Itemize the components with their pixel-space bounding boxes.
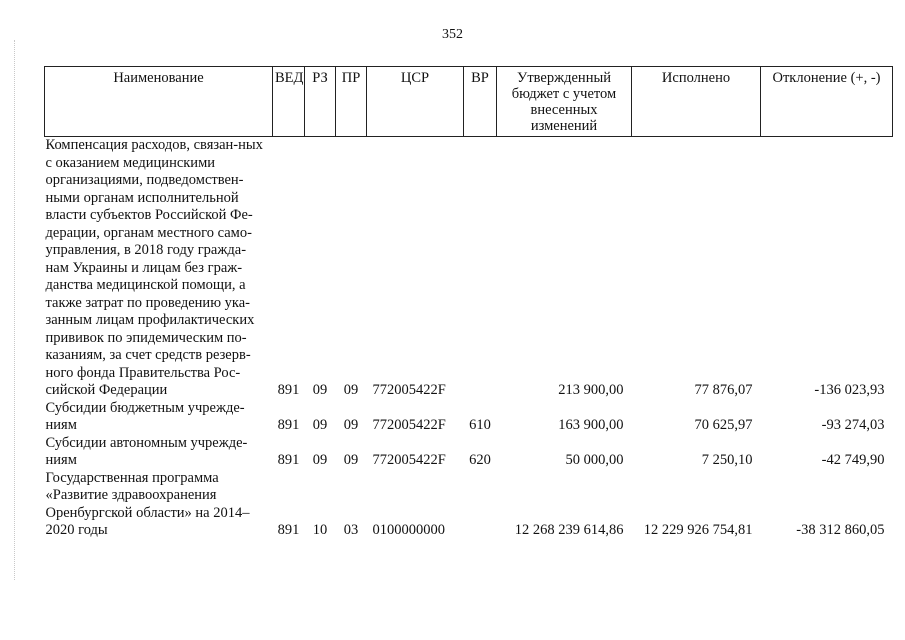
row-deviation: -93 274,03: [821, 417, 885, 433]
row-pr: 09: [343, 417, 359, 433]
row-deviation: -42 749,90: [821, 452, 885, 468]
header-deviation: Отклонение (+, -): [761, 67, 893, 137]
row-name: Компенсация расходов, связан-ных с оказанием медицинскими организациями, подведомствен-ными органам исполнительной власти субъектов Российской Фе-дерации, органам местного само-управления, в 2018 году гражда-нам Украины и лицам без граж-данства медицинской помощи, а также затрат по проведению ука-занным лицам профилактических прививок по эпидемическим по-казаниям, за счет средств резерв-ного фонда Правительства Рос-сийской Федерации: [45, 137, 263, 398]
table-header: [45, 67, 893, 137]
header-pr: ПР: [336, 67, 367, 137]
row-csr: 772005422F: [372, 417, 446, 433]
row-csr: 0100000000: [372, 522, 445, 538]
scan-edge-line: [14, 40, 16, 580]
budget-table: [44, 66, 893, 540]
row-ved: 891: [277, 417, 300, 433]
row-rz: 10: [312, 522, 328, 538]
header-name: Наименование: [45, 67, 273, 137]
row-ved: 891: [277, 382, 300, 398]
row-rz: 09: [312, 452, 328, 468]
header-executed: Исполнено: [632, 67, 761, 137]
row-name: Субсидии автономным учрежде-ниям: [45, 434, 248, 468]
table-row: [45, 137, 893, 400]
row-executed: 7 250,10: [701, 452, 753, 468]
row-executed: 12 229 926 754,81: [643, 522, 753, 538]
header-vr: ВР: [464, 67, 497, 137]
header-ved: ВЕД: [273, 67, 305, 137]
row-vr: 620: [469, 452, 491, 468]
header-rz: РЗ: [305, 67, 336, 137]
header-row: [45, 67, 893, 137]
row-deviation: -38 312 860,05: [796, 522, 885, 538]
row-approved: 50 000,00: [565, 452, 624, 468]
row-vr: [464, 137, 497, 400]
table-body: [45, 137, 893, 540]
row-rz: 09: [312, 382, 328, 398]
row-approved: 12 268 239 614,86: [514, 522, 624, 538]
row-pr: 03: [343, 522, 359, 538]
row-name: Государственная программа «Развитие здравоохранения Оренбургской области» на 2014–2020 годы: [45, 469, 250, 538]
page-number: 352: [442, 27, 463, 42]
row-pr: 09: [343, 382, 359, 398]
row-approved: 213 900,00: [558, 382, 624, 398]
table-row: [45, 435, 893, 470]
table-row: [45, 400, 893, 435]
row-ved: 891: [277, 452, 300, 468]
header-approved: Утвержденный бюджет с учетом внесенных изменений: [497, 67, 632, 137]
row-pr: 09: [343, 452, 359, 468]
row-name: Субсидии бюджетным учрежде-ниям: [45, 399, 245, 433]
row-ved: 891: [277, 522, 300, 538]
row-csr: 772005422F: [372, 452, 446, 468]
row-approved: 163 900,00: [558, 417, 624, 433]
row-rz: 09: [312, 417, 328, 433]
row-executed: 77 876,07: [694, 382, 753, 398]
row-csr: 772005422F: [372, 382, 446, 398]
header-csr: ЦСР: [367, 67, 464, 137]
row-deviation: -136 023,93: [814, 382, 885, 398]
row-executed: 70 625,97: [694, 417, 753, 433]
row-vr: [464, 470, 497, 540]
table-row: [45, 470, 893, 540]
row-vr: 610: [469, 417, 491, 433]
